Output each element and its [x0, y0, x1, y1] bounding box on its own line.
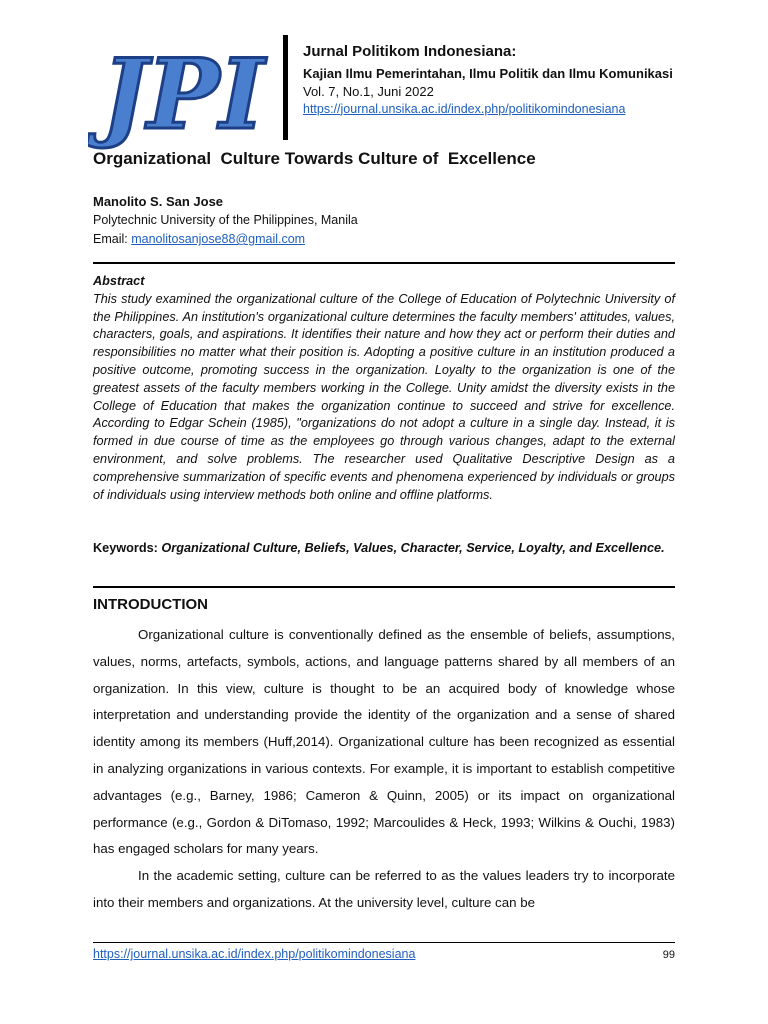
introduction-body	[93, 622, 675, 917]
footer-rule	[93, 942, 675, 943]
email-label: Email:	[93, 232, 132, 246]
article-title: Organizational Culture Towards Culture of Excellence	[93, 149, 536, 168]
keywords	[93, 540, 675, 558]
author-name: Manolito S. San Jose	[93, 194, 224, 209]
keywords-label: Keywords:	[93, 541, 162, 555]
introduction-paragraph: Organizational culture is conventionally defined as the ensemble of beliefs, assumptions, values, norms, artefacts, symbols, actions, and language patterns shared by all members of an organization. In this view, culture is thought to be an acquired body of knowledge whose interpretation and understanding provide the identity of the organization and a sense of shared identity among its members (Huff,2014). Organizational culture has been recognized as essential in analyzing organizations in various contexts. For example, it is important to establish competitive advantages (e.g., Barney, 1986; Cameron & Quinn, 2005) or its impact on organizational performance (e.g., Gordon & DiTomaso, 1992; Marcoulides & Heck, 1993; Wilkins & Ouchi, 1983) has engaged scholars for many years.	[93, 627, 675, 857]
introduction-paragraph: In the academic setting, culture can be referred to as the values leaders try to incorporate into their members and organizations. At the university level, culture can be	[93, 868, 675, 910]
author-email-line	[93, 232, 305, 246]
abstract-heading: Abstract	[93, 274, 145, 288]
footer-url-link[interactable]: https://journal.unsika.ac.id/index.php/politikomindonesiana	[93, 947, 416, 961]
logo-text: JPI	[101, 40, 265, 150]
header-divider	[283, 35, 288, 140]
page-number: 99	[662, 949, 675, 961]
abstract-top-rule	[93, 262, 675, 264]
abstract-bottom-rule	[93, 586, 675, 588]
author-email-link[interactable]: manolitosanjose88@gmail.com	[131, 232, 306, 246]
author-affiliation: Polytechnic University of the Philippines, Manila	[93, 213, 358, 227]
journal-volume: Vol. 7, No.1, Juni 2022	[303, 83, 434, 99]
keywords-text: Organizational Culture, Beliefs, Values, Character, Service, Loyalty, and Excellence.	[161, 541, 665, 555]
journal-name: Jurnal Politikom Indonesiana:	[303, 43, 517, 60]
abstract	[93, 273, 675, 504]
journal-logo	[88, 40, 278, 150]
journal-info	[303, 42, 675, 118]
journal-url-link[interactable]: https://journal.unsika.ac.id/index.php/politikomindonesiana	[303, 101, 626, 116]
abstract-text: This study examined the organizational culture of the College of Education of Polytechnic University of the Philippines. An institution's organizational culture determines the faculty members' attitudes, values, characters, goals, and aspirations. It identifies their nature and how they act or perform their duties and responsibilities no matter what their position is. Adopting a positive culture in an institution produced a positive outcome, promoting success in the organization. Loyalty to the organization is one of the greatest assets of the faculty members working in the College. Unity amidst the diversity exists in the College of Education that makes the organization continue to succeed and strive for excellence. According to Edgar Schein (1985), "organizations do not adopt a culture in a single day. Instead, it is formed in due course of time as the employees go through various changes, adapt to the external environment, and solve problems. The researcher used Qualitative Descriptive Design as a comprehensive summarization of specific events and phenomena experienced by individuals or groups of individuals using interview methods both online and offline platforms.	[93, 291, 675, 502]
journal-subtitle: Kajian Ilmu Pemerintahan, Ilmu Politik dan Ilmu Komunikasi	[303, 66, 673, 81]
introduction-heading: INTRODUCTION	[93, 596, 208, 613]
